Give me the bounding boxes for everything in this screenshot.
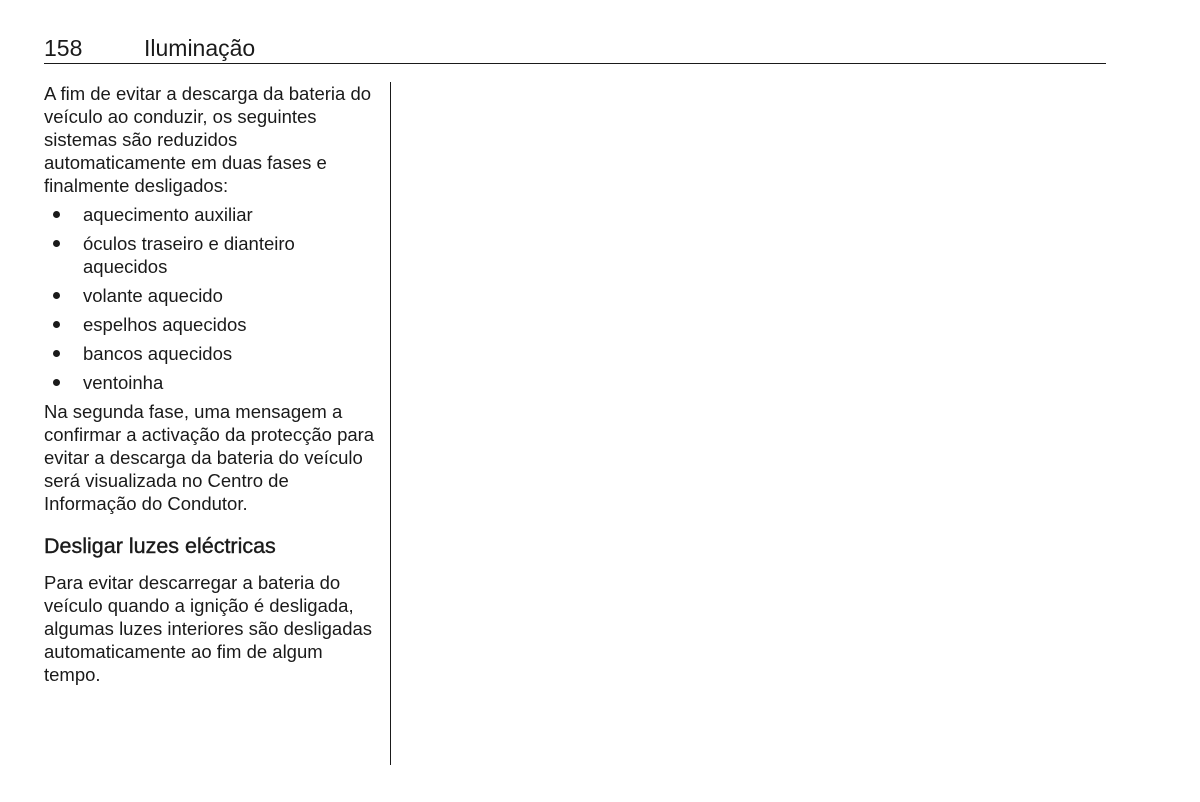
list-item <box>44 371 380 394</box>
list-item-text: volante aquecido <box>83 285 223 306</box>
bullet-icon <box>53 350 60 357</box>
bullet-icon <box>53 321 60 328</box>
list-item <box>44 313 380 336</box>
list-item-text: bancos aquecidos <box>83 343 233 364</box>
second-phase-paragraph: Na segunda fase, uma mensagem a confirmar a activação da protecção para evitar a descarga da bateria do veículo será visualizada no Centro de Informação do Condutor. <box>44 401 375 514</box>
left-column <box>44 82 380 686</box>
list-item <box>44 342 380 365</box>
bullet-icon <box>53 292 60 299</box>
section-heading: Desligar luzes eléctricas <box>44 534 276 558</box>
list-item <box>44 203 380 226</box>
page-header <box>44 33 1106 64</box>
bullet-icon <box>53 379 60 386</box>
page-title: Iluminação <box>144 35 256 61</box>
heated-systems-list <box>44 203 380 394</box>
lights-off-paragraph: Para evitar descarregar a bateria do veículo quando a ignição é desligada, algumas luzes interiores são desligadas automaticamente ao fim de algum tempo. <box>44 572 373 685</box>
list-item-text: óculos traseiro e dianteiro aquecidos <box>83 233 295 277</box>
list-item <box>44 232 380 278</box>
list-item-text: aquecimento auxiliar <box>83 204 253 225</box>
intro-paragraph: A fim de evitar a descarga da bateria do veículo ao conduzir, os seguintes sistemas são reduzidos automaticamente em duas fases e finalmente desligados: <box>44 83 372 196</box>
list-item <box>44 284 380 307</box>
bullet-icon <box>53 240 60 247</box>
page-number: 158 <box>44 35 83 61</box>
list-item-text: ventoinha <box>83 372 164 393</box>
list-item-text: espelhos aquecidos <box>83 314 247 335</box>
bullet-icon <box>53 211 60 218</box>
column-divider <box>390 82 391 765</box>
